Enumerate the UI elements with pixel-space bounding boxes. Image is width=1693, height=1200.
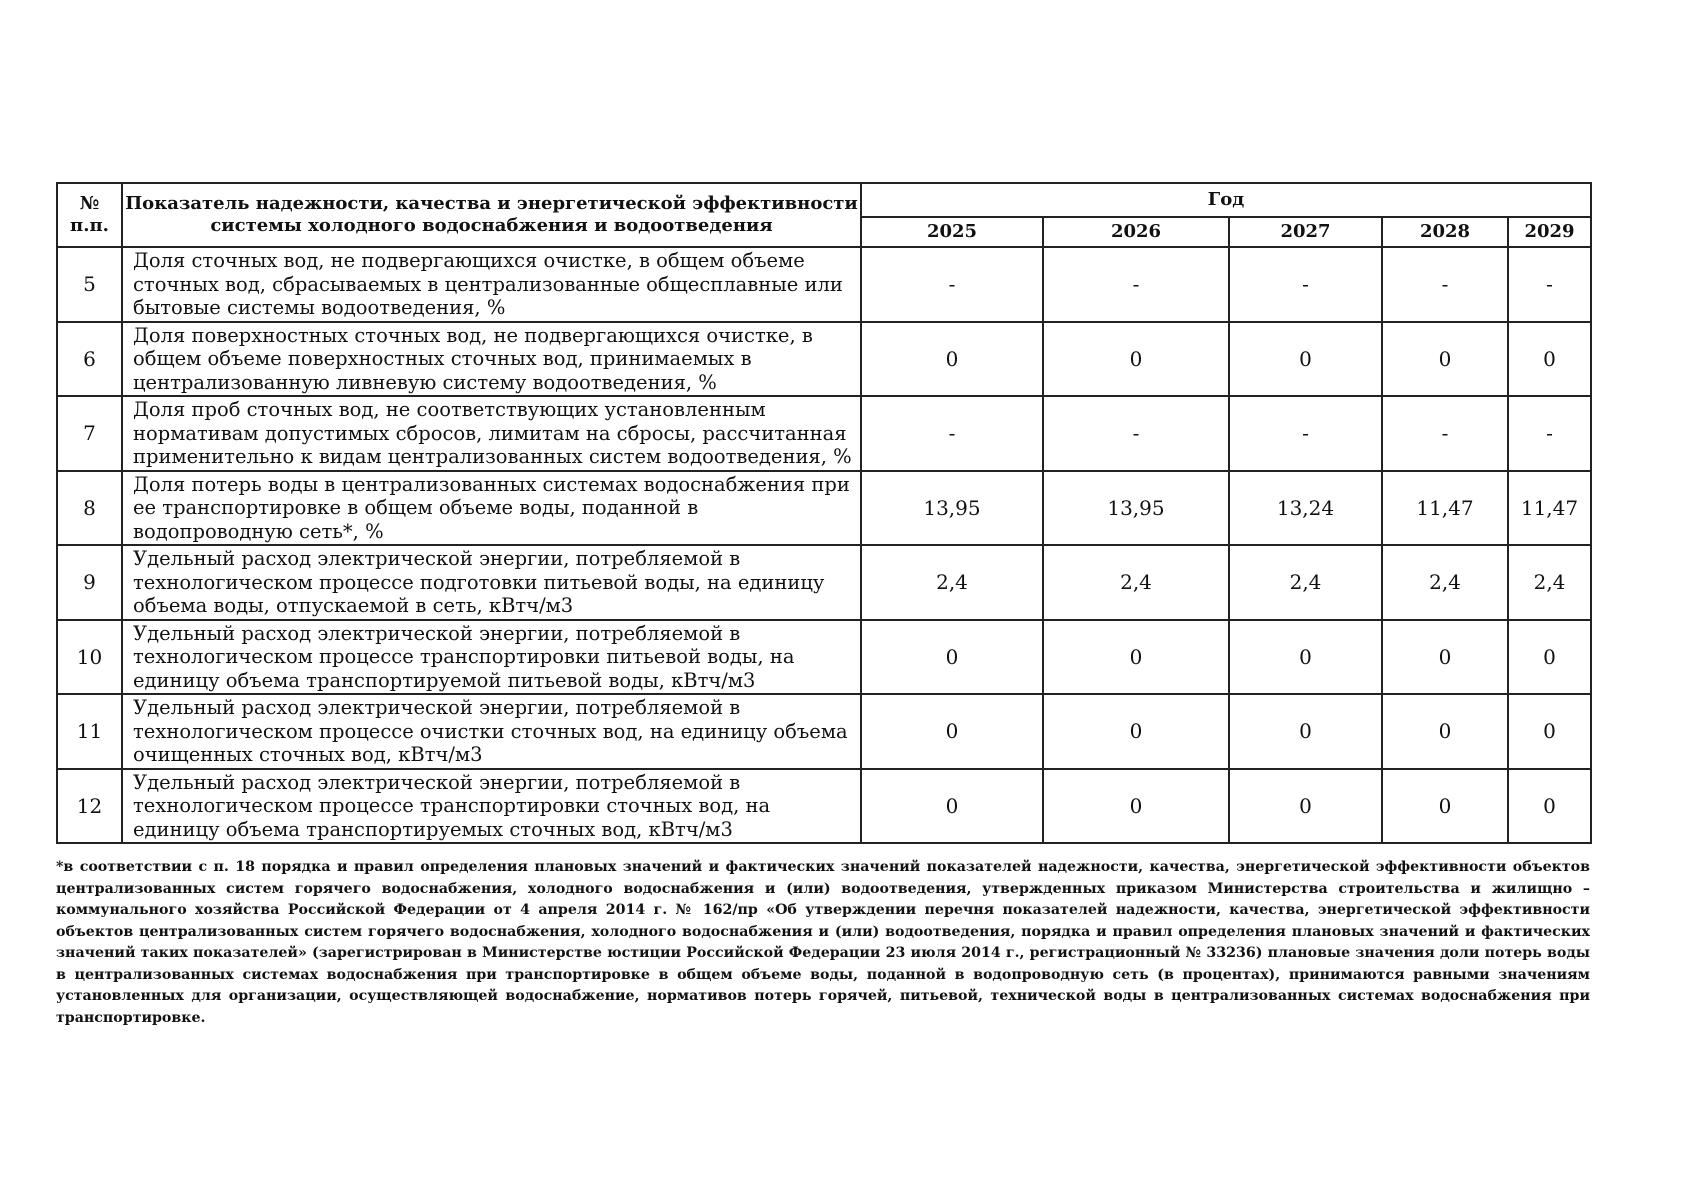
row-value-2026: - bbox=[1043, 396, 1229, 471]
row-description: Доля поверхностных сточных вод, не подвергающихся очистке, в общем объеме поверхностных сточных вод, принимаемых в централизованную ливневую систему водоотведения, % bbox=[122, 322, 861, 397]
row-value-2025: 0 bbox=[861, 694, 1043, 769]
row-value-2029: 0 bbox=[1508, 694, 1591, 769]
row-value-2025: 0 bbox=[861, 620, 1043, 695]
row-value-2027: 0 bbox=[1229, 620, 1382, 695]
row-value-2029: - bbox=[1508, 247, 1591, 322]
table-row bbox=[57, 322, 1591, 397]
row-value-2027: 0 bbox=[1229, 322, 1382, 397]
row-value-2027: - bbox=[1229, 396, 1382, 471]
row-number: 7 bbox=[57, 396, 122, 471]
row-number: 11 bbox=[57, 694, 122, 769]
row-value-2029: 0 bbox=[1508, 322, 1591, 397]
row-value-2029: 11,47 bbox=[1508, 471, 1591, 546]
row-value-2027: 2,4 bbox=[1229, 545, 1382, 620]
row-value-2029: 0 bbox=[1508, 769, 1591, 844]
table-row bbox=[57, 247, 1591, 322]
table-row bbox=[57, 396, 1591, 471]
row-description: Доля проб сточных вод, не соответствующих установленным нормативам допустимых сбросов, лимитам на сбросы, рассчитанная применительно к видам централизованных систем водоотведения, % bbox=[122, 396, 861, 471]
table-row bbox=[57, 694, 1591, 769]
header-year-2027: 2027 bbox=[1229, 217, 1382, 247]
row-description: Удельный расход электрической энергии, потребляемой в технологическом процессе транспортировки питьевой воды, на единицу объема транспортируемой питьевой воды, кВтч/м3 bbox=[122, 620, 861, 695]
row-value-2028: - bbox=[1382, 247, 1508, 322]
row-value-2025: 13,95 bbox=[861, 471, 1043, 546]
row-value-2027: 0 bbox=[1229, 694, 1382, 769]
row-description: Удельный расход электрической энергии, потребляемой в технологическом процессе подготовки питьевой воды, на единицу объема воды, отпускаемой в сеть, кВтч/м3 bbox=[122, 545, 861, 620]
table-row bbox=[57, 545, 1591, 620]
row-value-2027: 13,24 bbox=[1229, 471, 1382, 546]
row-value-2028: 0 bbox=[1382, 769, 1508, 844]
header-year-2029: 2029 bbox=[1508, 217, 1591, 247]
table-row bbox=[57, 471, 1591, 546]
row-value-2028: 2,4 bbox=[1382, 545, 1508, 620]
header-number-cell bbox=[57, 183, 122, 247]
row-value-2026: 2,4 bbox=[1043, 545, 1229, 620]
footnote: *в соответствии с п. 18 порядка и правил определения плановых значений и фактических значений показателей надежности, качества, энергетической эффективности объектов централизованных систем горячего водоснабжения, холодного водоснабжения и (или) водоотведения, утвержденных приказом Министерства строительства и жилищно – коммунального хозяйства Российской Федерации от 4 апреля 2014 г. № 162/пр «Об утверждении перечня показателей надежности, качества, энергетической эффективности объектов централизованных систем горячего водоснабжения, холодного водоснабжения и (или) водоотведения, порядка и правил определения плановых значений и фактических значений таких показателей» (зарегистрирован в Министерстве юстиции Российской Федерации 23 июля 2014 г., регистрационный № 33236) плановые значения доли потерь воды в централизованных системах водоснабжения при транспортировке в общем объеме воды, поданной в водопроводную сеть (в процентах), принимаются равными значениям установленных для организации, осуществляющей водоснабжение, нормативов потерь горячей, питьевой, технической воды в централизованных системах водоснабжения при транспортировке. bbox=[56, 859, 1590, 1026]
row-number: 9 bbox=[57, 545, 122, 620]
row-value-2028: 0 bbox=[1382, 322, 1508, 397]
row-value-2026: 0 bbox=[1043, 322, 1229, 397]
row-value-2027: 0 bbox=[1229, 769, 1382, 844]
header-number-sublabel: п.п. bbox=[70, 215, 109, 236]
table-row bbox=[57, 769, 1591, 844]
header-year-2025: 2025 bbox=[861, 217, 1043, 247]
header-year-2028: 2028 bbox=[1382, 217, 1508, 247]
indicators-table bbox=[56, 182, 1592, 844]
row-description: Удельный расход электрической энергии, потребляемой в технологическом процессе очистки сточных вод, на единицу объема очищенных сточных вод, кВтч/м3 bbox=[122, 694, 861, 769]
row-value-2025: - bbox=[861, 247, 1043, 322]
row-value-2027: - bbox=[1229, 247, 1382, 322]
row-value-2029: 2,4 bbox=[1508, 545, 1591, 620]
row-value-2026: 0 bbox=[1043, 620, 1229, 695]
row-value-2026: 0 bbox=[1043, 694, 1229, 769]
row-value-2026: 13,95 bbox=[1043, 471, 1229, 546]
row-value-2026: - bbox=[1043, 247, 1229, 322]
row-value-2025: 2,4 bbox=[861, 545, 1043, 620]
row-value-2026: 0 bbox=[1043, 769, 1229, 844]
row-value-2025: 0 bbox=[861, 769, 1043, 844]
row-number: 5 bbox=[57, 247, 122, 322]
row-value-2025: 0 bbox=[861, 322, 1043, 397]
row-value-2025: - bbox=[861, 396, 1043, 471]
row-value-2028: - bbox=[1382, 396, 1508, 471]
row-description: Удельный расход электрической энергии, потребляемой в технологическом процессе транспортировки сточных вод, на единицу объема транспортируемых сточных вод, кВтч/м3 bbox=[122, 769, 861, 844]
row-number: 8 bbox=[57, 471, 122, 546]
row-value-2028: 0 bbox=[1382, 694, 1508, 769]
header-indicator-line2: системы холодного водоснабжения и водоотведения bbox=[210, 215, 773, 236]
header-year-group: Год bbox=[861, 183, 1591, 217]
row-description: Доля сточных вод, не подвергающихся очистке, в общем объеме сточных вод, сбрасываемых в централизованные общесплавные или бытовые системы водоотведения, % bbox=[122, 247, 861, 322]
header-indicator-cell bbox=[122, 183, 861, 247]
table-row bbox=[57, 620, 1591, 695]
header-indicator-line1: Показатель надежности, качества и энергетической эффективности bbox=[125, 193, 858, 214]
header-number-label: № bbox=[79, 193, 100, 214]
row-number: 6 bbox=[57, 322, 122, 397]
row-description: Доля потерь воды в централизованных системах водоснабжения при ее транспортировке в общем объеме воды, поданной в водопроводную сеть*, % bbox=[122, 471, 861, 546]
row-number: 12 bbox=[57, 769, 122, 844]
row-value-2028: 11,47 bbox=[1382, 471, 1508, 546]
row-value-2029: - bbox=[1508, 396, 1591, 471]
header-year-2026: 2026 bbox=[1043, 217, 1229, 247]
row-value-2029: 0 bbox=[1508, 620, 1591, 695]
row-number: 10 bbox=[57, 620, 122, 695]
row-value-2028: 0 bbox=[1382, 620, 1508, 695]
